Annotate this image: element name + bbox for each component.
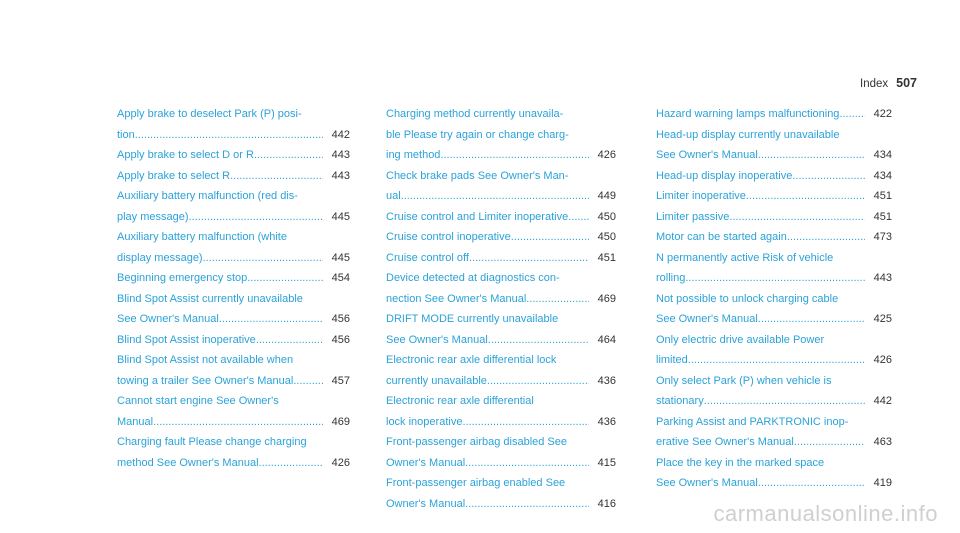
entry-page-number[interactable]: 436 — [597, 374, 616, 387]
entry-line — [117, 289, 350, 310]
entry-line — [117, 125, 350, 146]
entry-text[interactable]: currently unavailable — [386, 374, 487, 387]
page-header — [860, 76, 917, 90]
entry-page-number[interactable]: 451 — [597, 251, 616, 264]
entry-line — [656, 207, 892, 228]
entry-page-number[interactable]: 469 — [597, 292, 616, 305]
entry-text[interactable]: Place the key in the marked space — [656, 456, 825, 469]
index-entry[interactable] — [117, 104, 350, 145]
entry-text[interactable]: Check brake pads See Owner's Man- — [386, 169, 569, 182]
leader-dots — [153, 412, 323, 433]
index-entry[interactable] — [656, 166, 892, 187]
leader-dots — [401, 186, 589, 207]
entry-page-number[interactable]: 425 — [873, 313, 892, 325]
index-entry[interactable] — [386, 207, 616, 228]
leader-dots — [758, 473, 865, 494]
entry-line — [117, 350, 350, 371]
entry-text[interactable]: Limiter inoperative — [656, 190, 746, 202]
leader-dots — [758, 145, 865, 166]
entry-line — [386, 309, 616, 330]
entry-line — [117, 186, 350, 207]
entry-text[interactable]: Head-up display inoperative — [656, 169, 793, 182]
leader-dots — [135, 125, 323, 146]
entry-text[interactable]: Head-up display currently unavailable — [656, 128, 840, 141]
entry-line — [117, 391, 350, 412]
index-entry[interactable] — [117, 166, 350, 187]
entry-text[interactable]: Apply brake to select R — [117, 169, 231, 182]
entry-line — [117, 248, 350, 269]
entry-page-number[interactable]: 473 — [873, 231, 892, 243]
entry-page-number[interactable]: 442 — [873, 395, 892, 407]
leader-dots — [526, 289, 589, 310]
index-entry[interactable] — [656, 207, 892, 228]
entry-line — [656, 145, 892, 166]
index-entry[interactable] — [117, 145, 350, 166]
leader-dots — [704, 391, 865, 412]
index-entry[interactable] — [656, 248, 892, 289]
entry-page-number[interactable]: 445 — [331, 210, 350, 223]
entry-line — [117, 330, 350, 351]
index-entry[interactable] — [386, 227, 616, 248]
entry-line — [656, 432, 892, 453]
leader-dots — [465, 494, 589, 515]
entry-line — [386, 104, 616, 125]
entry-text[interactable]: Owner's Manual — [386, 497, 466, 510]
entry-page-number[interactable]: 445 — [331, 251, 350, 264]
leader-dots — [511, 227, 589, 248]
entry-text[interactable]: Charging method currently unavaila- — [386, 108, 564, 120]
entry-page-number[interactable]: 443 — [873, 272, 892, 284]
entry-page-number[interactable]: 426 — [597, 149, 616, 161]
entry-line — [656, 391, 892, 412]
index-entry[interactable] — [386, 268, 616, 309]
entry-line — [386, 330, 616, 351]
entry-text[interactable]: Auxiliary battery malfunction (red dis- — [117, 190, 298, 202]
entry-text[interactable]: Only select Park (P) when vehicle is — [656, 374, 832, 387]
entry-text[interactable]: erative See Owner's Manual — [656, 436, 794, 448]
entry-line — [656, 186, 892, 207]
entry-text[interactable]: Motor can be started again — [656, 231, 787, 243]
entry-line — [386, 145, 616, 166]
leader-dots — [293, 371, 323, 392]
entry-line — [117, 104, 350, 125]
leader-dots — [488, 330, 589, 351]
entry-text[interactable]: limited — [656, 354, 688, 366]
entry-text[interactable]: lock inoperative — [386, 415, 463, 428]
entry-line — [386, 227, 616, 248]
entry-text[interactable]: towing a trailer See Owner's Manual — [117, 374, 294, 387]
entry-text[interactable]: DRIFT MODE currently unavailable — [386, 313, 559, 325]
entry-page-number[interactable]: 469 — [331, 415, 350, 428]
entry-line — [117, 432, 350, 453]
leader-dots — [787, 227, 865, 248]
entry-line — [656, 227, 892, 248]
entry-line — [656, 248, 892, 269]
entry-line — [117, 371, 350, 392]
entry-line — [656, 453, 892, 474]
index-entry[interactable] — [386, 166, 616, 207]
leader-dots — [568, 207, 589, 228]
entry-text[interactable]: method See Owner's Manual — [117, 456, 259, 469]
index-entry[interactable] — [386, 104, 616, 166]
index-entry[interactable] — [656, 125, 892, 166]
index-entry[interactable] — [117, 330, 350, 351]
entry-page-number[interactable]: 415 — [597, 456, 616, 469]
entry-page-number[interactable]: 443 — [331, 169, 350, 182]
entry-text[interactable]: See Owner's Manual — [117, 313, 219, 325]
leader-dots — [189, 207, 323, 228]
entry-line — [386, 207, 616, 228]
entry-text[interactable]: Apply brake to deselect Park (P) posi- — [117, 108, 302, 120]
entry-line — [656, 125, 892, 146]
entry-text[interactable]: N permanently active Risk of vehicle — [656, 251, 834, 264]
entry-page-number[interactable]: 456 — [331, 313, 350, 325]
entry-line — [656, 289, 892, 310]
leader-dots — [247, 268, 323, 289]
entry-page-number[interactable]: 434 — [873, 169, 892, 182]
entry-line — [117, 227, 350, 248]
entry-line — [656, 473, 892, 494]
index-entry[interactable] — [656, 330, 892, 371]
entry-page-number[interactable]: 450 — [597, 210, 616, 223]
entry-line — [656, 104, 892, 125]
entry-text[interactable]: Limiter passive — [656, 210, 730, 223]
index-entry[interactable] — [117, 186, 350, 227]
index-entry[interactable] — [386, 473, 616, 514]
index-entry[interactable] — [656, 289, 892, 330]
section-title: Index — [860, 78, 889, 90]
entry-text[interactable]: Front-passenger airbag enabled See — [386, 477, 566, 489]
leader-dots — [465, 453, 589, 474]
entry-line — [656, 412, 892, 433]
entry-text[interactable]: Apply brake to select D or R — [117, 149, 254, 161]
entry-text[interactable]: Cannot start engine See Owner's — [117, 395, 279, 407]
entry-line — [386, 125, 616, 146]
entry-line — [386, 268, 616, 289]
entry-line — [386, 473, 616, 494]
entry-line — [117, 166, 350, 187]
leader-dots — [254, 145, 323, 166]
entry-line — [386, 248, 616, 269]
entry-text[interactable]: Parking Assist and PARKTRONIC inop- — [656, 415, 849, 428]
entry-page-number[interactable]: 463 — [873, 436, 892, 448]
index-column-2 — [386, 104, 616, 514]
entry-line — [386, 166, 616, 187]
entry-text[interactable]: Beginning emergency stop — [117, 272, 248, 284]
entry-line — [386, 453, 616, 474]
entry-text[interactable]: Blind Spot Assist inoperative — [117, 333, 256, 346]
entry-line — [656, 350, 892, 371]
entry-text[interactable]: See Owner's Manual — [656, 149, 758, 161]
entry-text[interactable]: Manual — [117, 415, 154, 428]
entry-page-number[interactable]: 449 — [597, 190, 616, 202]
entry-text[interactable]: Electronic rear axle differential lock — [386, 354, 557, 366]
entry-line — [386, 371, 616, 392]
index-entry[interactable] — [117, 227, 350, 268]
entry-text[interactable]: Device detected at diagnostics con- — [386, 272, 560, 284]
entry-text[interactable]: ble Please try again or change charg- — [386, 128, 569, 141]
entry-line — [656, 371, 892, 392]
index-entry[interactable] — [656, 227, 892, 248]
entry-text[interactable]: ual — [386, 190, 401, 202]
index-entry[interactable] — [117, 289, 350, 330]
entry-text[interactable]: ing method — [386, 149, 441, 161]
leader-dots — [203, 248, 323, 269]
entry-page-number[interactable]: 454 — [331, 272, 350, 284]
index-entry[interactable] — [117, 391, 350, 432]
entry-line — [656, 309, 892, 330]
entry-text[interactable]: Blind Spot Assist not available when — [117, 354, 294, 366]
entry-page-number[interactable]: 422 — [873, 108, 892, 120]
entry-text[interactable]: Charging fault Please change charging — [117, 436, 307, 448]
entry-text[interactable]: tion — [117, 128, 135, 141]
entry-page-number[interactable]: 456 — [331, 333, 350, 346]
index-column-3 — [656, 104, 892, 494]
entry-text[interactable]: nection See Owner's Manual — [386, 292, 527, 305]
entry-text[interactable]: Owner's Manual — [386, 456, 466, 469]
entry-line — [117, 207, 350, 228]
entry-page-number[interactable]: 416 — [597, 497, 616, 510]
leader-dots — [746, 186, 865, 207]
entry-page-number[interactable]: 451 — [873, 210, 892, 223]
index-column-1 — [117, 104, 350, 473]
index-entry[interactable] — [117, 350, 350, 391]
entry-page-number[interactable]: 451 — [873, 190, 892, 202]
index-entry[interactable] — [656, 104, 892, 125]
entry-line — [656, 330, 892, 351]
entry-text[interactable]: See Owner's Manual — [656, 477, 758, 489]
entry-text[interactable]: Only electric drive available Power — [656, 333, 825, 346]
entry-text[interactable]: Auxiliary battery malfunction (white — [117, 231, 287, 243]
page-number: 507 — [896, 76, 917, 90]
entry-page-number[interactable]: 450 — [597, 231, 616, 243]
leader-dots — [462, 412, 589, 433]
entry-line — [386, 289, 616, 310]
entry-line — [386, 391, 616, 412]
index-entry[interactable] — [386, 248, 616, 269]
leader-dots — [230, 166, 323, 187]
entry-line — [386, 186, 616, 207]
index-entry[interactable] — [656, 186, 892, 207]
index-entry[interactable] — [117, 432, 350, 473]
entry-text[interactable]: Not possible to unlock charging cable — [656, 292, 839, 305]
entry-page-number[interactable]: 457 — [331, 374, 350, 387]
leader-dots — [685, 268, 865, 289]
entry-page-number[interactable]: 442 — [331, 128, 350, 141]
entry-text[interactable]: See Owner's Manual — [656, 313, 758, 325]
leader-dots — [259, 453, 323, 474]
leader-dots — [469, 248, 589, 269]
entry-line — [117, 309, 350, 330]
entry-text[interactable]: Cruise control inoperative — [386, 231, 511, 243]
entry-text[interactable]: Blind Spot Assist currently unavailable — [117, 292, 303, 305]
entry-page-number[interactable]: 436 — [597, 415, 616, 428]
index-entry[interactable] — [386, 350, 616, 391]
leader-dots — [256, 330, 323, 351]
entry-line — [386, 432, 616, 453]
entry-line — [117, 412, 350, 433]
entry-page-number[interactable]: 419 — [873, 477, 892, 489]
leader-dots — [688, 350, 865, 371]
watermark: carmanualsonline.info — [713, 501, 938, 526]
index-entry[interactable] — [386, 309, 616, 350]
entry-page-number[interactable]: 434 — [873, 149, 892, 161]
leader-dots — [758, 309, 865, 330]
entry-page-number[interactable]: 426 — [331, 456, 350, 469]
entry-line — [656, 268, 892, 289]
entry-page-number[interactable]: 443 — [331, 149, 350, 161]
entry-text[interactable]: Hazard warning lamps malfunctioning — [656, 108, 840, 120]
entry-text[interactable]: See Owner's Manual — [386, 333, 488, 346]
leader-dots — [487, 371, 589, 392]
index-entry[interactable] — [386, 391, 616, 432]
entry-line — [386, 412, 616, 433]
entry-text[interactable]: play message) — [117, 210, 189, 223]
entry-text[interactable]: Cruise control off — [386, 251, 469, 264]
entry-page-number[interactable]: 426 — [873, 354, 892, 366]
leader-dots — [792, 166, 865, 187]
entry-text[interactable]: Electronic rear axle differential — [386, 395, 534, 407]
leader-dots — [219, 309, 323, 330]
entry-line — [656, 166, 892, 187]
leader-dots — [440, 145, 589, 166]
leader-dots — [794, 432, 865, 453]
leader-dots — [729, 207, 865, 228]
leader-dots — [839, 104, 865, 125]
entry-text[interactable]: display message) — [117, 251, 203, 264]
index-entry[interactable] — [656, 453, 892, 494]
index-entry[interactable] — [386, 432, 616, 473]
entry-text[interactable]: Front-passenger airbag disabled See — [386, 436, 568, 448]
entry-line — [117, 268, 350, 289]
index-entry[interactable] — [117, 268, 350, 289]
entry-text[interactable]: rolling — [656, 272, 686, 284]
entry-line — [386, 350, 616, 371]
index-entry[interactable] — [656, 412, 892, 453]
entry-text[interactable]: Cruise control and Limiter inoperative — [386, 210, 569, 223]
index-entry[interactable] — [656, 371, 892, 412]
entry-page-number[interactable]: 464 — [597, 333, 616, 346]
entry-line — [386, 494, 616, 515]
entry-line — [117, 453, 350, 474]
entry-text[interactable]: stationary — [656, 395, 704, 407]
entry-line — [117, 145, 350, 166]
